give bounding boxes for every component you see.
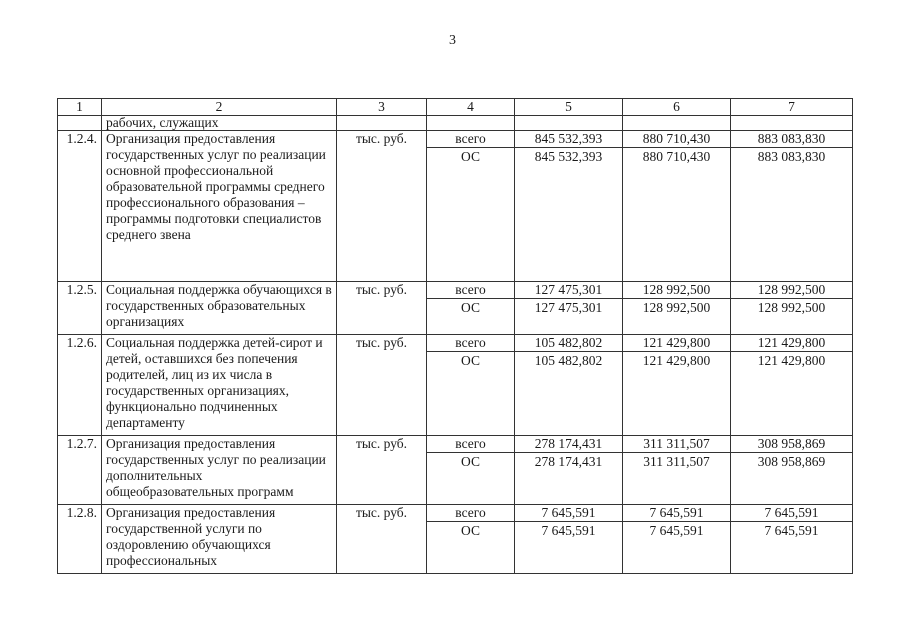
- row-name: Организация предоставления государственной услуги по оздоровлению обучающихся профессиональных: [102, 505, 337, 574]
- row-number: 1.2.6.: [58, 335, 102, 436]
- row-name: Организация предоставления государственных услуг по реализации основной профессиональной образовательной программы среднего профессионального образования – программы подготовки специалистов среднего звена: [102, 131, 337, 282]
- table-row: [58, 131, 853, 148]
- row-sub-label: ОС: [427, 299, 515, 335]
- header-col-3: 3: [337, 99, 427, 116]
- row-total-label: всего: [427, 505, 515, 522]
- row-sub-value: 121 429,800: [623, 352, 731, 436]
- row-sub-value: 845 532,393: [515, 148, 623, 282]
- row-sub-value: 883 083,830: [731, 148, 853, 282]
- row-total-value: 883 083,830: [731, 131, 853, 148]
- table-row: [58, 436, 853, 453]
- row-unit: тыс. руб.: [337, 131, 427, 282]
- header-col-1: 1: [58, 99, 102, 116]
- budget-table: [57, 98, 853, 574]
- row-total-value: 121 429,800: [731, 335, 853, 352]
- row-total-value: 845 532,393: [515, 131, 623, 148]
- row-total-value: 121 429,800: [623, 335, 731, 352]
- row-sub-value: 105 482,802: [515, 352, 623, 436]
- row-number: 1.2.5.: [58, 282, 102, 335]
- row-number: 1.2.7.: [58, 436, 102, 505]
- row-sub-value: 311 311,507: [623, 453, 731, 505]
- cell-name: рабочих, служащих: [102, 116, 337, 131]
- cell-num: [58, 116, 102, 131]
- row-sub-value: 127 475,301: [515, 299, 623, 335]
- row-sub-label: ОС: [427, 148, 515, 282]
- row-sub-label: ОС: [427, 453, 515, 505]
- row-sub-value: 278 174,431: [515, 453, 623, 505]
- table-row: [58, 505, 853, 522]
- header-col-2: 2: [102, 99, 337, 116]
- row-total-label: всего: [427, 131, 515, 148]
- table-row: [58, 282, 853, 299]
- row-unit: тыс. руб.: [337, 436, 427, 505]
- row-number: 1.2.4.: [58, 131, 102, 282]
- row-total-value: 7 645,591: [515, 505, 623, 522]
- header-row: [58, 99, 853, 116]
- row-total-label: всего: [427, 335, 515, 352]
- row-unit: тыс. руб.: [337, 335, 427, 436]
- row-sub-label: ОС: [427, 352, 515, 436]
- page-number: 3: [449, 33, 456, 48]
- row-sub-value: 121 429,800: [731, 352, 853, 436]
- row-total-label: всего: [427, 436, 515, 453]
- row-name: Организация предоставления государственных услуг по реализации дополнительных общеобразовательных программ: [102, 436, 337, 505]
- row-sub-value: 7 645,591: [623, 522, 731, 574]
- row-sub-value: 128 992,500: [623, 299, 731, 335]
- row-total-value: 127 475,301: [515, 282, 623, 299]
- header-col-7: 7: [731, 99, 853, 116]
- cell-value: [515, 116, 623, 131]
- table-row: [58, 335, 853, 352]
- row-number: 1.2.8.: [58, 505, 102, 574]
- row-sub-label: ОС: [427, 522, 515, 574]
- row-total-value: 7 645,591: [623, 505, 731, 522]
- row-total-value: 311 311,507: [623, 436, 731, 453]
- budget-table-container: [57, 98, 852, 574]
- cell-value: [623, 116, 731, 131]
- continuation-row: [58, 116, 853, 131]
- row-unit: тыс. руб.: [337, 282, 427, 335]
- row-total-value: 278 174,431: [515, 436, 623, 453]
- row-sub-value: 7 645,591: [515, 522, 623, 574]
- row-name: Социальная поддержка детей-сирот и детей, оставшихся без попечения родителей, лиц из их числа в государственных организациях, функционально подчиненных департаменту: [102, 335, 337, 436]
- cell-type: [427, 116, 515, 131]
- row-total-label: всего: [427, 282, 515, 299]
- cell-value: [731, 116, 853, 131]
- row-name: Социальная поддержка обучающихся в государственных образовательных организациях: [102, 282, 337, 335]
- row-total-value: 105 482,802: [515, 335, 623, 352]
- row-unit: тыс. руб.: [337, 505, 427, 574]
- header-col-4: 4: [427, 99, 515, 116]
- row-sub-value: 880 710,430: [623, 148, 731, 282]
- header-col-5: 5: [515, 99, 623, 116]
- row-sub-value: 7 645,591: [731, 522, 853, 574]
- header-col-6: 6: [623, 99, 731, 116]
- row-sub-value: 308 958,869: [731, 453, 853, 505]
- row-total-value: 7 645,591: [731, 505, 853, 522]
- row-total-value: 308 958,869: [731, 436, 853, 453]
- row-total-value: 128 992,500: [731, 282, 853, 299]
- cell-unit: [337, 116, 427, 131]
- row-sub-value: 128 992,500: [731, 299, 853, 335]
- row-total-value: 128 992,500: [623, 282, 731, 299]
- row-total-value: 880 710,430: [623, 131, 731, 148]
